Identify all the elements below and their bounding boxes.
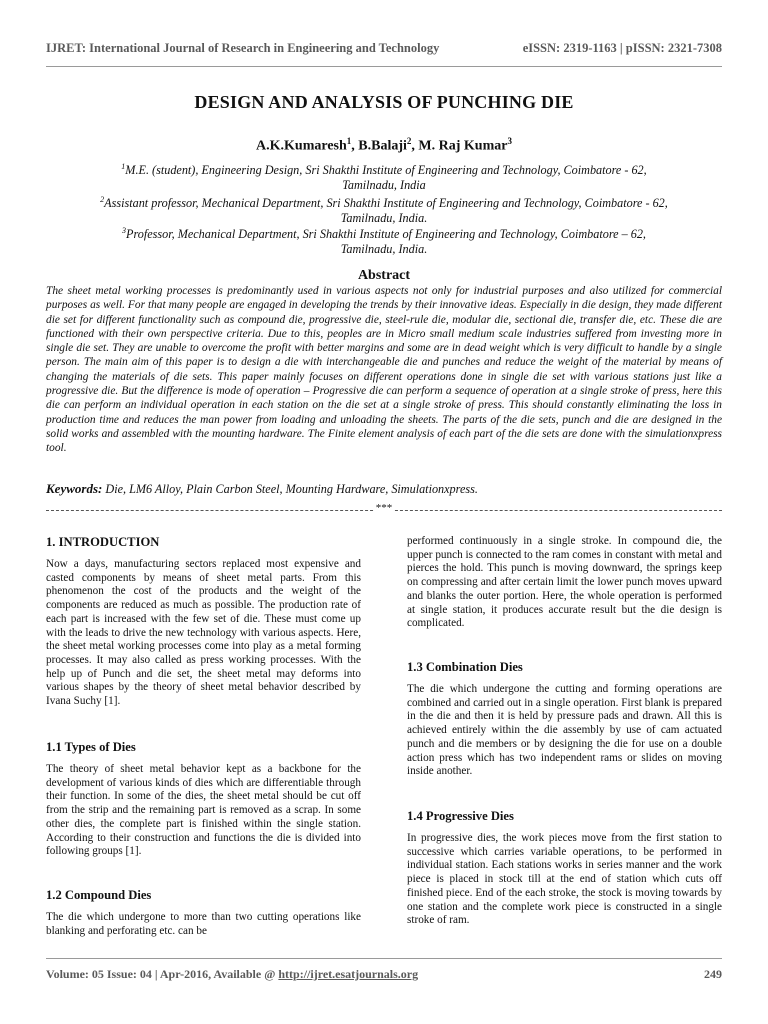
journal-issn: eISSN: 2319-1163 | pISSN: 2321-7308 [522,41,722,55]
introduction-text: Now a days, manufacturing sectors replaced most expensive and casted components by means of sheet metal parts. From this phenomenon the cost of the products and the weight of the components are reduced as much as possible. The production rate of each part is increased with the few set of die. These must come up with the leads to drive the new technology with various aspects. Here, the sheet metal working processes come into play as a metal forming processes. It may also called as press working processes. With the help up of Punch and die set, the sheet metal may deforms into various shapes by the theory of sheet metal behavior described by Ivana Suchy [1]. [46,558,361,708]
progressive-text: In progressive dies, the work pieces move from the first station to successive which carries variable operations, to be performed in individual station. Each stations works in series manner and the work piece is placed in stock till at the end of station which cuts off finished piece. End of the each stroke, the stock is moving towards by one station and the complete work piece is constructed in a single stroke of ram. [407,832,722,927]
abstract-heading: Abstract [357,268,411,283]
section-heading-compound: 1.2 Compound Dies [46,888,152,902]
affiliation-sup: 3 [122,226,127,235]
page-number: 249 [704,967,722,981]
header-rule [46,66,722,67]
affiliation-sup: 1 [121,162,126,171]
section-heading-types: 1.1 Types of Dies [46,740,136,754]
keywords-label: Keywords: [46,481,103,496]
section-heading-introduction: 1. INTRODUCTION [46,535,160,549]
section-heading-progressive: 1.4 Progressive Dies [407,809,514,823]
affiliation-line: Professor, Mechanical Department, Sri Shakthi Institute of Engineering and Technology, Coimbatore – 62, [126,227,646,242]
journal-url-link[interactable]: http://ijret.esatjournals.org [278,967,419,981]
combination-text: The die which undergone the cutting and forming operations are combined and carried out in a single operation. First blank is prepared in the die and then it is held by pressure pads and drawn. All this is achieved entirely within the die assembly by use of cam actuated punch and die members or by designing the die for use on a double action press which has two independent rams or slides on moving inside another. [407,683,722,778]
footer-rule [46,958,722,959]
affiliation-1 [46,159,722,193]
affiliation-sup: 2 [100,195,105,204]
author-sup: 3 [507,136,512,146]
author-sup: 1 [346,136,352,146]
types-text: The theory of sheet metal behavior kept as a backbone for the development of various kinds of dies which are differentiable through their function. In some of the dies, the sheet metal should be cut off from the strip and the remaining part is removed as a scrap. In some other dies, the complete part is finished within the single station. According to their construction and functions the die is divided into following groups [1]. [46,763,361,858]
footer-volume [46,967,418,982]
journal-name: IJRET: International Journal of Research in Engineering and Technology [46,41,440,55]
author-name: B.Balaji [358,138,407,154]
affiliation-line: Tamilnadu, India. [340,242,428,257]
author-name: A.K.Kumaresh [256,138,347,154]
running-header [46,41,722,59]
divider-mark: *** [375,502,393,514]
running-footer [46,967,722,983]
affiliation-line: Tamilnadu, India [342,178,426,193]
affiliation-3 [46,223,722,257]
affiliation-line: Tamilnadu, India. [340,211,428,226]
keywords-text: Die, LM6 Alloy, Plain Carbon Steel, Mounting Hardware, Simulationxpress. [102,482,478,496]
compound-text-left: The die which undergone to more than two cutting operations like blanking and perforating etc. can be [46,911,361,937]
section-heading-combination: 1.3 Combination Dies [407,660,523,674]
affiliation-2 [46,192,722,226]
abstract-text: The sheet metal working processes is predominantly used in various aspects not only for industrial purposes and also utilized for commercial purposes as well. For that many people are engaged in developing the trends by their innovative ideas. Especially in die design, they made different die set for different functionality such as compound die, progressive die, steel-rule die, modular die, sectional die, transfer die, etc. These die are functioned with their own perspective criteria. Due to this, peoples are in Micro small medium scale industries suffered from investing more in single die set. They are unable to overcome the profit with better margins and some are in dead weight which is very difficult to handle by a single person. The main aim of this paper is to design a die with interchangeable die and punches and reduce the weight of the material by means of changing the materials of die sets. This paper mainly focuses on different operations done in single die set with various stations just like a progressive die. But the difference is mode of operation – Progressive die can perform a sequence of operation at a single stroke of press, here this die can perform an individual operation in each station on the die set at a single stroke of press. This should constantly eliminating the loss in production time and reduces the man power from loading and unloading the sheets. The parts of the die sets, punch and die are designed in the solid works and assembled with the mounting hardware. The Finite element analysis of each part of the die sets are done with the simulationxpress tool. [46,285,722,455]
affiliation-line: M.E. (student), Engineering Design, Sri Shakthi Institute of Engineering and Technology, Coimbatore - 62, [125,163,647,178]
author-sup: 2 [406,136,412,146]
paper-title: DESIGN AND ANALYSIS OF PUNCHING DIE [194,92,574,112]
compound-text-right: performed continuously in a single stroke. In compound die, the upper punch is connected to the ram comes in constant with metal and pierces the hold. This punch is moving downward, the springs keep on compressing and after certain limit the lower punch moves upward and blanks the outer portion. Here, the whole operation is performed at single station, it produces accurate result but the die design is complicated. [407,535,722,630]
keywords [46,481,722,497]
footer-volume-text: Volume: 05 Issue: 04 | Apr-2016, Available @ [46,967,279,981]
section-divider [46,503,722,517]
affiliation-line: Assistant professor, Mechanical Department, Sri Shakthi Institute of Engineering and Technology, Coimbatore - 62, [104,196,668,211]
author-list: A.K.Kumaresh$^1$, B.Balaji$^2$, M. Raj Kumar$^3$ [256,136,512,154]
author-name: M. Raj Kumar [418,138,508,154]
